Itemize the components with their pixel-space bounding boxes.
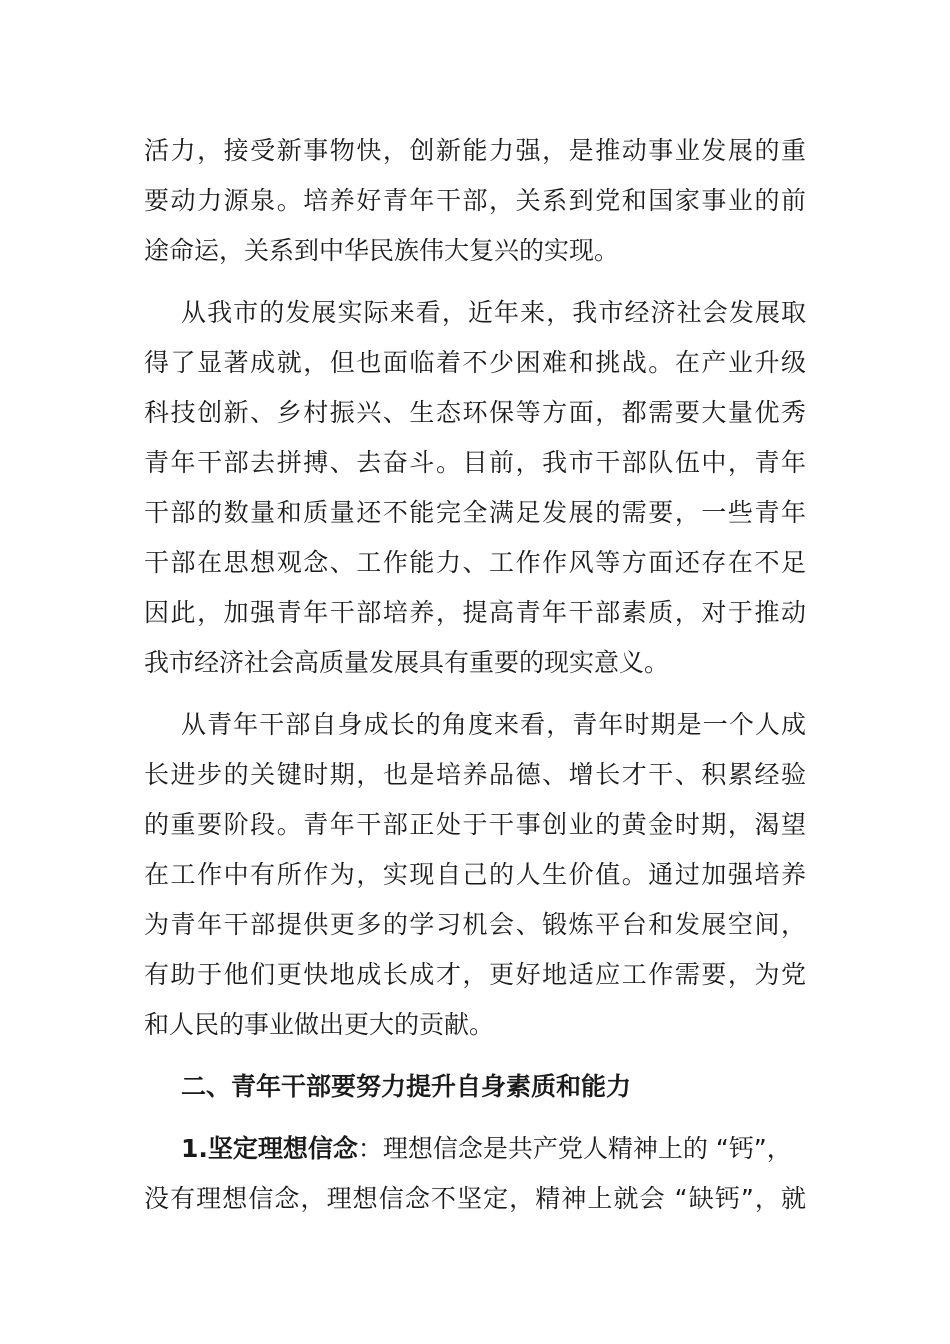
text-line: 因此，加强青年干部培养，提高青年干部素质，对于推动	[144, 598, 806, 627]
item-1-label: 1.坚定理想信念	[181, 1134, 358, 1163]
paragraph-1	[144, 126, 806, 276]
text-line: 和人民的事业做出更大的贡献。	[144, 1010, 495, 1039]
paragraph-spacer	[144, 276, 806, 288]
text-line: 干部在思想观念、工作能力、工作作风等方面还存在不足	[144, 548, 806, 577]
text-line: 得了显著成就，但也面临着不少困难和挑战。在产业升级	[144, 348, 806, 377]
text-line: 要动力源泉。培养好青年干部，关系到党和国家事业的前	[144, 186, 806, 215]
item-1-paragraph	[144, 1124, 806, 1224]
paragraph-spacer	[144, 1112, 806, 1124]
text-line: 有助于他们更快地成长成才，更好地适应工作需要，为党	[144, 960, 806, 989]
section-heading: 二、青年干部要努力提升自身素质和能力	[181, 1072, 632, 1101]
text-line: 从我市的发展实际来看，近年来，我市经济社会发展取	[181, 298, 806, 327]
paragraph-spacer	[144, 1050, 806, 1062]
text-line: 长进步的关键时期，也是培养品德、增长才干、积累经验	[144, 760, 806, 789]
text-line: 干部的数量和质量还不能完全满足发展的需要，一些青年	[144, 498, 806, 527]
text-line: 我市经济社会高质量发展具有重要的现实意义。	[144, 648, 670, 677]
text-line: 青年干部去拼搏、去奋斗。目前，我市干部队伍中，青年	[144, 448, 806, 477]
text-line: 为青年干部提供更多的学习机会、锻炼平台和发展空间，	[144, 910, 806, 939]
text-line: 在工作中有所作为，实现自己的人生价值。通过加强培养	[144, 860, 806, 889]
text-line: 活力，接受新事物快，创新能力强，是推动事业发展的重	[144, 136, 806, 165]
document-body	[144, 126, 806, 1224]
text-line: 途命运，关系到中华民族伟大复兴的实现。	[144, 236, 620, 265]
paragraph-spacer	[144, 688, 806, 700]
paragraph-2	[144, 288, 806, 688]
text-line: 的重要阶段。青年干部正处于干事创业的黄金时期，渴望	[144, 810, 806, 839]
text-line: 从青年干部自身成长的角度来看，青年时期是一个人成	[181, 710, 806, 739]
text-line: 科技创新、乡村振兴、生态环保等方面，都需要大量优秀	[144, 398, 806, 427]
text-line: 没有理想信念，理想信念不坚定，精神上就会 “缺钙”，就	[144, 1184, 806, 1213]
paragraph-3	[144, 700, 806, 1050]
text-line	[144, 1124, 806, 1174]
item-1-text: ：理想信念是共产党人精神上的 “钙”，	[357, 1134, 792, 1163]
